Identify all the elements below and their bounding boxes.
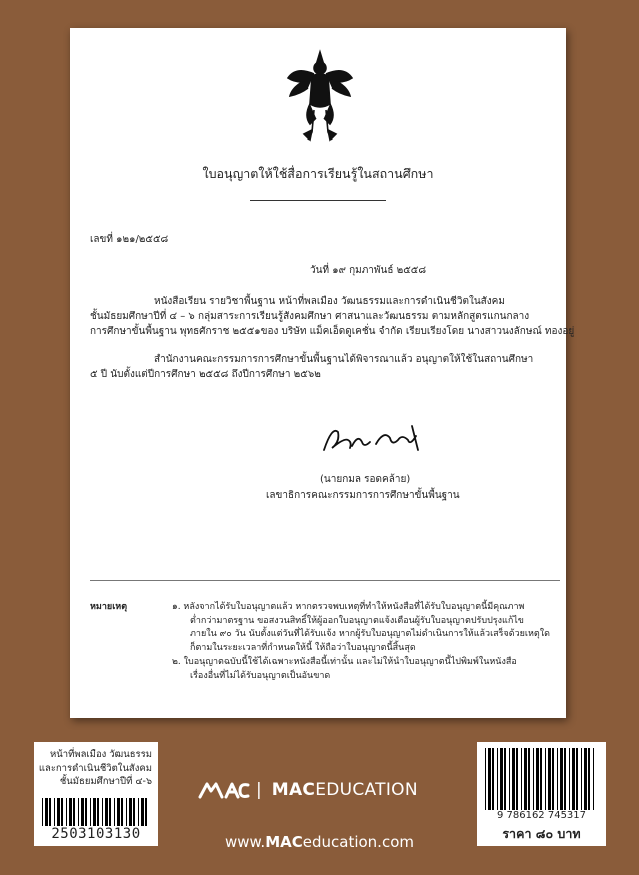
barcode-stripe	[114, 798, 115, 826]
barcode-stripe	[576, 748, 578, 810]
note2-line2: เรื่องอื่นที่ไม่ได้รับอนุญาตเป็นอันขาด	[190, 670, 331, 681]
isbn-price-box	[477, 742, 606, 846]
barcode-stripe	[109, 798, 111, 826]
title-underline	[250, 200, 386, 201]
barcode-stripe	[141, 798, 144, 826]
barcode-stripe	[560, 748, 563, 810]
barcode-stripe	[73, 798, 75, 826]
barcode-stripe	[536, 748, 539, 810]
note2-line1: ๒. ใบอนุญาตฉบับนี้ใช้ได้เฉพาะหนังสือนี้เท่านั้น และไม่ให้นำใบอนุญาตนี้ไปพิมพ์ในหนังสือ	[172, 657, 517, 667]
barcode-stripe	[524, 748, 527, 810]
barcode-stripe	[545, 748, 546, 810]
barcode-stripe	[93, 798, 96, 826]
barcode-stripe	[488, 748, 491, 810]
barcode-stripe	[117, 798, 120, 826]
barcode-stripe	[45, 798, 48, 826]
barcode-stripe	[548, 748, 551, 810]
note1-line3: ภายใน ๙๐ วัน นับตั้งแต่วันที่ได้รับแจ้ง หากผู้รับใบอนุญาตไม่ดำเนินการให้แล้วเสร็จด้วยเหตุใด	[190, 629, 551, 639]
barcode-stripe	[90, 798, 91, 826]
barcode-stripe	[121, 798, 123, 826]
barcode-stripe	[97, 798, 99, 826]
note1-line4: ก็ตามในระยะเวลาที่กำหนดให้นี้ ให้ถือว่าใบอนุญาตนี้สิ้นสุด	[190, 642, 416, 653]
body-para2-line1: สำนักงานคณะกรรมการการศึกษาขั้นพื้นฐานได้พิจารณาแล้ว อนุญาตให้ใช้ในสถานศึกษา	[154, 354, 534, 365]
barcode-stripe	[572, 748, 575, 810]
license-number: เลขที่ ๑๒๑/๒๕๕๘	[90, 234, 169, 245]
signatory-name: (นายกมล รอดคล้าย)	[320, 474, 411, 485]
book-label-box	[34, 742, 158, 846]
barcode-stripe	[42, 798, 43, 826]
barcode-stripe	[500, 748, 503, 810]
book-subject-line1: หน้าที่พลเมือง วัฒนธรรม	[50, 749, 152, 760]
barcode-stripe	[512, 748, 515, 810]
note1-line1: ๑. หลังจากได้รับใบอนุญาตแล้ว หากตรวจพบเหตุที่ทำให้หนังสือที่ได้รับใบอนุญาตนี้มีคุณภาพ	[172, 602, 525, 612]
barcode-stripe	[49, 798, 51, 826]
barcode-stripe	[528, 748, 530, 810]
barcode-stripe	[516, 748, 518, 810]
notes-label: หมายเหตุ	[90, 602, 128, 612]
book-subject-label	[39, 748, 152, 789]
item-code: 2503103130	[51, 826, 141, 842]
barcode-stripe	[588, 748, 590, 810]
barcode-stripe	[138, 798, 139, 826]
barcode-stripe	[552, 748, 554, 810]
document-title: ใบอนุญาตให้ใช้สื่อการเรียนรู้ในสถานศึกษา	[202, 166, 434, 181]
book-subject-line2: และการดำเนินชีวิตในสังคม	[38, 762, 152, 774]
barcode-stripe	[540, 748, 542, 810]
license-document	[70, 28, 575, 718]
barcode-stripe	[581, 748, 582, 810]
barcode-stripe	[492, 748, 494, 810]
barcode-stripe	[593, 748, 594, 810]
barcode-stripe	[126, 798, 127, 826]
barcode-stripe	[485, 748, 486, 810]
barcode-stripe	[133, 798, 135, 826]
barcode-stripe	[569, 748, 570, 810]
barcode-stripe	[584, 748, 587, 810]
price-label: ราคา ๘๐ บาท	[502, 826, 581, 841]
barcode-stripe	[521, 748, 522, 810]
website-url: www.MACeducation.com	[225, 833, 414, 851]
barcode-stripe	[57, 798, 60, 826]
barcode-stripe	[66, 798, 67, 826]
signature-icon	[318, 420, 428, 458]
signatory-title: เลขาธิการคณะกรรมการการศึกษาขั้นพื้นฐาน	[266, 490, 460, 501]
brand-name: MACEDUCATION	[271, 780, 418, 800]
barcode-stripe	[78, 798, 79, 826]
barcode-stripe	[69, 798, 72, 826]
barcode-stripe	[129, 798, 132, 826]
isbn-number: 9 786162 745317	[496, 810, 587, 821]
body-para1-line3: การศึกษาขั้นพื้นฐาน พุทธศักราช ๒๕๕๑ของ บริษัท แม็คเอ็ดดูเคชั่น จำกัด เรียบเรียงโดย นางสาวนงลักษณ์ ทองอยู่	[90, 326, 575, 337]
barcode-stripe	[81, 798, 84, 826]
mac-education-logo	[198, 778, 418, 802]
barcode-stripe	[497, 748, 498, 810]
barcode-stripe	[557, 748, 558, 810]
barcode-stripe	[105, 798, 108, 826]
barcode-stripe	[509, 748, 510, 810]
barcode-stripe	[85, 798, 87, 826]
body-para1-line2: ชั้นมัธยมศึกษาปีที่ ๔ – ๖ กลุ่มสาระการเรียนรู้สังคมศึกษา ศาสนาและวัฒนธรรม ตามหลักสูตรแกนกลาง	[90, 311, 530, 322]
barcode-stripe	[533, 748, 534, 810]
body-para2-line2: ๕ ปี นับตั้งแต่ปีการศึกษา ๒๕๕๘ ถึงปีการศึกษา ๒๕๖๒	[90, 369, 321, 380]
isbn-barcode-icon	[485, 748, 598, 810]
body-para1-line1: หนังสือเรียน รายวิชาพื้นฐาน หน้าที่พลเมือง วัฒนธรรมและการดำเนินชีวิตในสังคม	[154, 296, 505, 307]
note1-line2: ต่ำกว่ามาตรฐาน ขอสงวนสิทธิ์ให้ผู้ออกใบอนุญาตแจ้งเตือนผู้รับใบอนุญาตปรับปรุงแก้ไข	[190, 615, 524, 626]
item-barcode-icon	[42, 798, 150, 826]
barcode-stripe	[504, 748, 506, 810]
barcode-stripe	[61, 798, 63, 826]
book-subject-line3: ชั้นมัธยมศึกษาปีที่ ๔-๖	[59, 776, 152, 787]
garuda-emblem-icon	[284, 48, 356, 144]
barcode-stripe	[145, 798, 147, 826]
license-date: วันที่ ๑๙ กุมภาพันธ์ ๒๕๕๘	[310, 265, 427, 276]
barcode-stripe	[54, 798, 55, 826]
barcode-stripe	[102, 798, 103, 826]
logo-divider: |	[256, 780, 262, 800]
mac-logo-mark-icon	[198, 781, 250, 799]
barcode-stripe	[564, 748, 566, 810]
notes-separator	[90, 580, 560, 581]
